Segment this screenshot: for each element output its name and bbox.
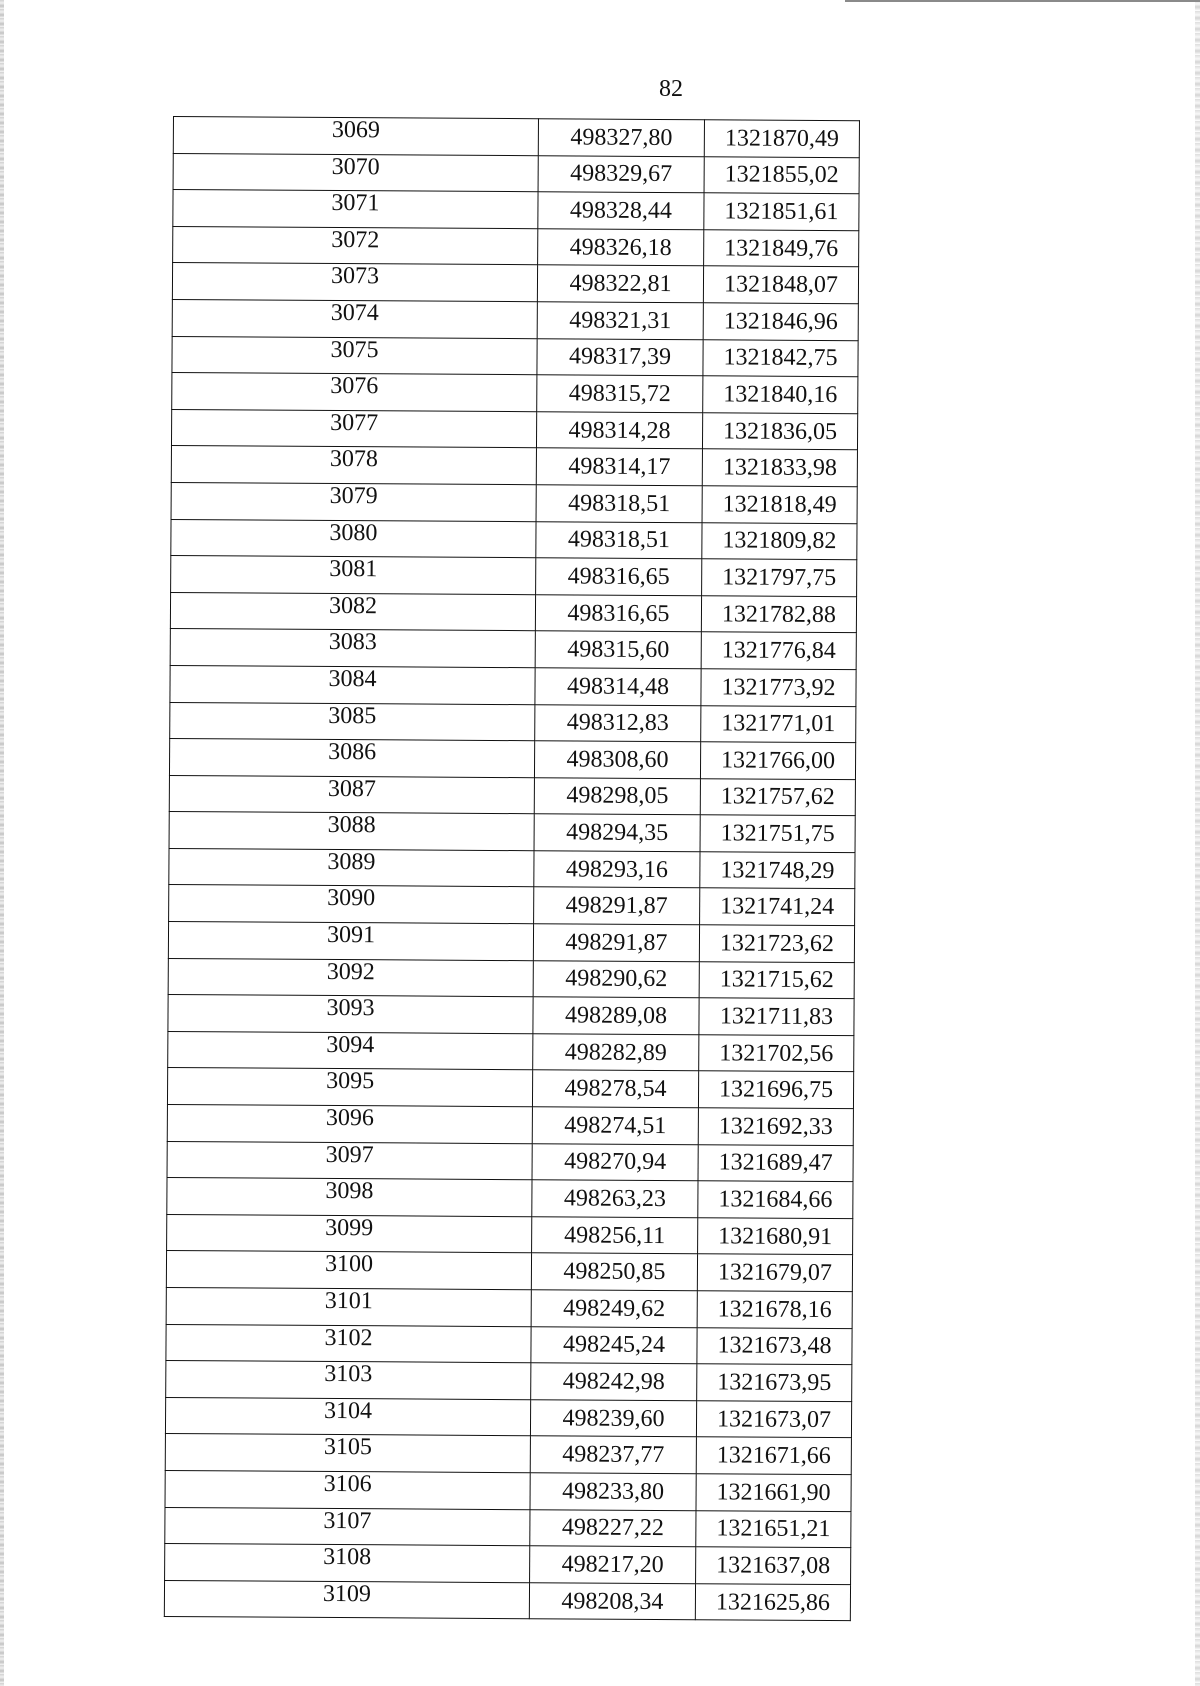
table-row [166,1251,852,1292]
x-coordinate-cell: 498282,89 [533,1034,699,1072]
table-row [173,190,859,231]
x-coordinate-cell: 498321,31 [537,302,703,340]
y-coordinate-cell: 1321673,48 [697,1327,852,1365]
x-coordinate-cell: 498239,60 [530,1399,696,1437]
x-coordinate-cell: 498291,87 [534,887,700,925]
table-row [169,739,855,780]
point-number-cell: 3087 [169,775,534,814]
y-coordinate-cell: 1321851,61 [704,193,859,231]
point-number-cell: 3099 [167,1214,532,1253]
y-coordinate-cell: 1321773,92 [701,669,856,707]
point-number-cell: 3077 [171,409,536,448]
table-row [169,848,855,889]
y-coordinate-cell: 1321673,07 [696,1401,851,1439]
y-coordinate-cell: 1321766,00 [700,742,855,780]
table-row [171,446,857,487]
y-coordinate-cell: 1321680,91 [698,1218,853,1256]
y-coordinate-cell: 1321748,29 [700,852,855,890]
point-number-cell: 3095 [167,1068,532,1107]
x-coordinate-cell: 498250,85 [531,1253,697,1291]
x-coordinate-cell: 498208,34 [529,1582,695,1620]
table-row [171,409,857,450]
page-number: 82 [659,76,683,102]
table-row [166,1287,852,1328]
y-coordinate-cell: 1321771,01 [701,705,856,743]
y-coordinate-cell: 1321757,62 [700,778,855,816]
point-number-cell: 3104 [165,1397,530,1436]
table-row [173,226,859,267]
point-number-cell: 3083 [170,629,535,668]
point-number-cell: 3102 [166,1324,531,1363]
table-row [165,1544,851,1585]
point-number-cell: 3103 [166,1361,531,1400]
x-coordinate-cell: 498270,94 [532,1143,698,1181]
point-number-cell: 3089 [169,848,534,887]
table-row [166,1324,852,1365]
x-coordinate-cell: 498298,05 [534,777,700,815]
table-row [169,775,855,816]
x-coordinate-cell: 498312,83 [535,704,701,742]
y-coordinate-cell: 1321776,84 [701,632,856,670]
table-row [167,1105,853,1146]
point-number-cell: 3101 [166,1287,531,1326]
point-number-cell: 3070 [173,153,538,192]
y-coordinate-cell: 1321870,49 [704,120,859,158]
y-coordinate-cell: 1321671,66 [696,1437,851,1475]
x-coordinate-cell: 498256,11 [532,1217,698,1255]
y-coordinate-cell: 1321849,76 [704,230,859,268]
coordinates-table-body [164,117,859,1622]
table-row [168,995,854,1036]
coordinates-table [164,116,860,1622]
table-row [172,299,858,340]
table-row [173,117,859,158]
y-coordinate-cell: 1321684,66 [698,1181,853,1219]
table-row [170,702,856,743]
x-coordinate-cell: 498316,65 [536,558,702,596]
y-coordinate-cell: 1321818,49 [702,486,857,524]
x-coordinate-cell: 498328,44 [538,192,704,230]
y-coordinate-cell: 1321673,95 [697,1364,852,1402]
y-coordinate-cell: 1321840,16 [703,376,858,414]
x-coordinate-cell: 498289,08 [533,997,699,1035]
y-coordinate-cell: 1321637,08 [696,1547,851,1585]
y-coordinate-cell: 1321625,86 [695,1583,850,1621]
point-number-cell: 3079 [171,482,536,521]
table-row [172,373,858,414]
y-coordinate-cell: 1321711,83 [699,998,854,1036]
scan-edge-left [0,0,4,1686]
point-number-cell: 3107 [165,1507,530,1546]
y-coordinate-cell: 1321741,24 [700,888,855,926]
y-coordinate-cell: 1321782,88 [701,595,856,633]
x-coordinate-cell: 498326,18 [538,229,704,267]
x-coordinate-cell: 498249,62 [531,1290,697,1328]
point-number-cell: 3076 [172,373,537,412]
y-coordinate-cell: 1321661,90 [696,1474,851,1512]
x-coordinate-cell: 498242,98 [531,1363,697,1401]
y-coordinate-cell: 1321715,62 [699,961,854,999]
table-row [172,263,858,304]
point-number-cell: 3069 [173,117,538,156]
x-coordinate-cell: 498317,39 [537,338,703,376]
y-coordinate-cell: 1321702,56 [699,1035,854,1073]
table-row [166,1361,852,1402]
table-row [170,665,856,706]
x-coordinate-cell: 498217,20 [530,1546,696,1584]
y-coordinate-cell: 1321846,96 [703,303,858,341]
point-number-cell: 3105 [165,1434,530,1473]
point-number-cell: 3086 [169,739,534,778]
point-number-cell: 3081 [171,556,536,595]
point-number-cell: 3082 [170,592,535,631]
y-coordinate-cell: 1321678,16 [697,1291,852,1329]
point-number-cell: 3074 [172,299,537,338]
point-number-cell: 3071 [173,190,538,229]
x-coordinate-cell: 498233,80 [530,1473,696,1511]
table-row [165,1507,851,1548]
table-row [171,556,857,597]
x-coordinate-cell: 498274,51 [532,1107,698,1145]
table-row [171,482,857,523]
point-number-cell: 3072 [173,226,538,265]
scan-edge-right [1195,0,1200,1686]
point-number-cell: 3094 [168,1031,533,1070]
x-coordinate-cell: 498278,54 [532,1070,698,1108]
table-row [168,1031,854,1072]
table-row [172,336,858,377]
table-row [165,1397,851,1438]
x-coordinate-cell: 498314,17 [536,448,702,486]
y-coordinate-cell: 1321833,98 [702,449,857,487]
point-number-cell: 3078 [171,446,536,485]
y-coordinate-cell: 1321679,07 [697,1254,852,1292]
point-number-cell: 3073 [172,263,537,302]
point-number-cell: 3075 [172,336,537,375]
point-number-cell: 3091 [168,922,533,961]
y-coordinate-cell: 1321692,33 [698,1108,853,1146]
x-coordinate-cell: 498227,22 [530,1509,696,1547]
table-row [165,1470,851,1511]
x-coordinate-cell: 498318,51 [536,485,702,523]
x-coordinate-cell: 498318,51 [536,521,702,559]
point-number-cell: 3109 [164,1580,529,1619]
point-number-cell: 3084 [170,665,535,704]
point-number-cell: 3085 [170,702,535,741]
x-coordinate-cell: 498245,24 [531,1326,697,1364]
x-coordinate-cell: 498237,77 [530,1436,696,1474]
table-row [170,592,856,633]
table-row [167,1214,853,1255]
point-number-cell: 3092 [168,958,533,997]
x-coordinate-cell: 498329,67 [538,155,704,193]
point-number-cell: 3090 [169,885,534,924]
table-row [168,958,854,999]
table-row [167,1178,853,1219]
x-coordinate-cell: 498327,80 [538,119,704,157]
point-number-cell: 3100 [166,1251,531,1290]
x-coordinate-cell: 498315,72 [537,375,703,413]
point-number-cell: 3088 [169,812,534,851]
x-coordinate-cell: 498314,28 [536,411,702,449]
table-row [165,1434,851,1475]
y-coordinate-cell: 1321797,75 [702,559,857,597]
table-row [164,1580,850,1621]
point-number-cell: 3108 [165,1544,530,1583]
table-row [173,153,859,194]
x-coordinate-cell: 498290,62 [533,960,699,998]
x-coordinate-cell: 498291,87 [533,924,699,962]
point-number-cell: 3106 [165,1470,530,1509]
x-coordinate-cell: 498322,81 [537,265,703,303]
y-coordinate-cell: 1321723,62 [699,925,854,963]
point-number-cell: 3098 [167,1178,532,1217]
table-row [170,629,856,670]
point-number-cell: 3097 [167,1141,532,1180]
x-coordinate-cell: 498263,23 [532,1180,698,1218]
x-coordinate-cell: 498293,16 [534,851,700,889]
point-number-cell: 3093 [168,995,533,1034]
y-coordinate-cell: 1321751,75 [700,815,855,853]
scan-edge-top [845,0,1200,2]
table-row [167,1068,853,1109]
y-coordinate-cell: 1321651,21 [696,1510,851,1548]
y-coordinate-cell: 1321848,07 [703,266,858,304]
y-coordinate-cell: 1321842,75 [703,339,858,377]
y-coordinate-cell: 1321696,75 [698,1071,853,1109]
x-coordinate-cell: 498294,35 [534,814,700,852]
y-coordinate-cell: 1321809,82 [702,522,857,560]
y-coordinate-cell: 1321855,02 [704,156,859,194]
table-row [171,519,857,560]
x-coordinate-cell: 498315,60 [535,631,701,669]
x-coordinate-cell: 498316,65 [535,594,701,632]
y-coordinate-cell: 1321689,47 [698,1144,853,1182]
point-number-cell: 3080 [171,519,536,558]
table-row [169,885,855,926]
table-row [168,922,854,963]
point-number-cell: 3096 [167,1105,532,1144]
x-coordinate-cell: 498308,60 [534,741,700,779]
x-coordinate-cell: 498314,48 [535,668,701,706]
table-row [167,1141,853,1182]
y-coordinate-cell: 1321836,05 [702,412,857,450]
coordinates-table-wrap [164,116,860,1622]
table-row [169,812,855,853]
